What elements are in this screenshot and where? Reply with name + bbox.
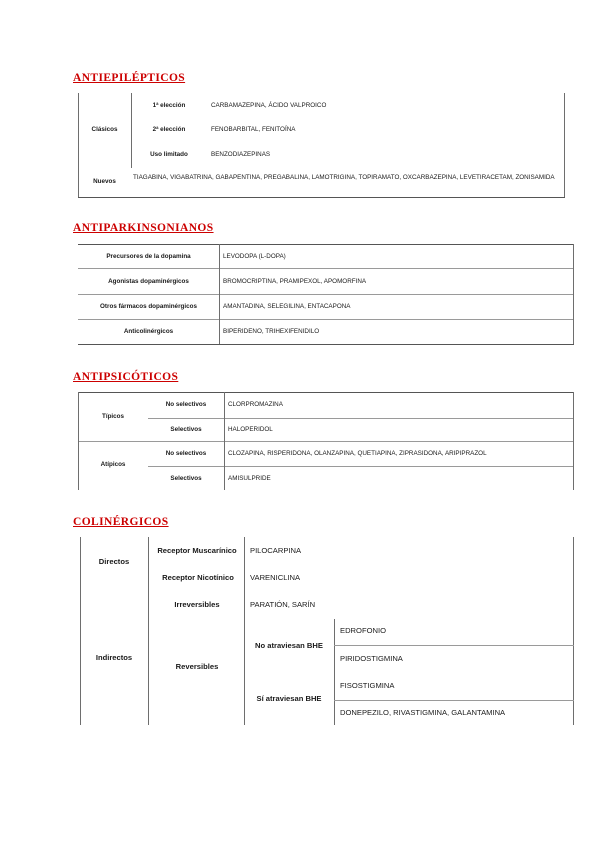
row-value: AMISULPRIDE — [228, 475, 271, 482]
row-label: Anticolinérgicos — [123, 328, 174, 335]
row-value: DONEPEZILO, RIVASTIGMINA, GALANTAMINA — [340, 708, 506, 717]
row-label-reversibles: Reversibles — [175, 662, 219, 671]
row-value: BIPERIDENO, TRIHEXIFENIDILO — [223, 328, 320, 335]
row-value: HALOPERIDOL — [228, 426, 273, 433]
table-border — [564, 93, 565, 198]
group-label-clasicos: Clásicos — [91, 126, 118, 133]
row-label: Agonistas dopaminérgicos — [108, 278, 189, 285]
group-label-directos: Directos — [98, 557, 130, 566]
section-title: ANTIEPILÉPTICOS — [73, 72, 186, 84]
row-label: 1ª elección — [152, 102, 186, 109]
table-border — [78, 244, 574, 245]
row-value: TIAGABINA, VIGABATRINA, GABAPENTINA, PREGABALINA, LAMOTRIGINA, TOPIRAMATO, OXCARBAZEPINA, LEVETIRACETAM, ZONISAMIDA — [133, 174, 555, 181]
table-border — [78, 197, 565, 198]
table-border — [78, 392, 574, 393]
row-value: PARATIÓN, SARÍN — [250, 600, 316, 609]
table-border — [573, 392, 574, 490]
row-divider — [78, 319, 574, 320]
row-value: FENOBARBITAL, FENITOÍNA — [211, 126, 296, 133]
row-value: FISOSTIGMINA — [340, 681, 395, 690]
row-divider — [148, 466, 574, 467]
table-divider — [148, 537, 149, 725]
row-divider — [78, 441, 574, 442]
row-label: Receptor Nicotínico — [162, 573, 234, 582]
group-label-indirectos: Indirectos — [95, 653, 133, 662]
row-value: VARENICLINA — [250, 573, 301, 582]
table-divider — [334, 619, 335, 725]
row-value: BROMOCRIPTINA, PRAMIPEXOL, APOMORFINA — [223, 278, 367, 285]
row-value: LEVODOPA (L-DOPA) — [223, 253, 286, 260]
row-label: No selectivos — [165, 450, 207, 457]
table-border — [573, 244, 574, 344]
row-label: Selectivos — [170, 426, 202, 433]
row-label: Precursores de la dopamina — [106, 253, 191, 260]
row-value: CARBAMAZEPINA, ÁCIDO VALPROICO — [211, 102, 327, 109]
group-label-tipicos: Típicos — [101, 413, 125, 420]
row-label: No selectivos — [165, 401, 207, 408]
table-border — [78, 392, 79, 490]
row-label: Receptor Muscarínico — [157, 546, 237, 555]
row-divider — [334, 700, 574, 701]
row-value: CLOZAPINA, RISPERIDONA, OLANZAPINA, QUETIAPINA, ZIPRASIDONA, ARIPIPRAZOL — [228, 450, 487, 457]
row-value: AMANTADINA, SELEGILINA, ENTACAPONA — [223, 303, 351, 310]
row-divider — [334, 645, 574, 646]
section-title: COLINÉRGICOS — [73, 516, 169, 528]
sublabel-si-atraviesan: Sí atraviesan BHE — [256, 694, 322, 703]
row-divider — [148, 418, 574, 419]
group-label-nuevos: Nuevos — [93, 178, 116, 185]
section-title: ANTIPARKINSONIANOS — [73, 222, 214, 234]
table-border — [78, 344, 574, 345]
section-title: ANTIPSICÓTICOS — [73, 371, 179, 383]
row-label: Selectivos — [170, 475, 202, 482]
table-divider — [224, 392, 225, 490]
row-value: EDROFONIO — [340, 626, 386, 635]
row-divider — [78, 294, 574, 295]
row-label: Irreversibles — [174, 600, 220, 609]
row-value: BENZODIAZEPINAS — [211, 151, 271, 158]
table-border — [573, 537, 574, 725]
row-value: PIRIDOSTIGMINA — [340, 654, 403, 663]
row-value: PILOCARPINA — [250, 546, 302, 555]
row-value: CLORPROMAZINA — [228, 401, 283, 408]
sublabel-no-atraviesan: No atraviesan BHE — [255, 641, 323, 650]
group-label-atipicos: Atípicos — [100, 461, 126, 468]
table-divider — [219, 244, 220, 344]
row-divider — [78, 268, 574, 269]
row-label: Otros fármacos dopaminérgicos — [100, 303, 197, 310]
row-label: 2ª elección — [152, 126, 186, 133]
row-label: Uso limitado — [150, 151, 188, 158]
